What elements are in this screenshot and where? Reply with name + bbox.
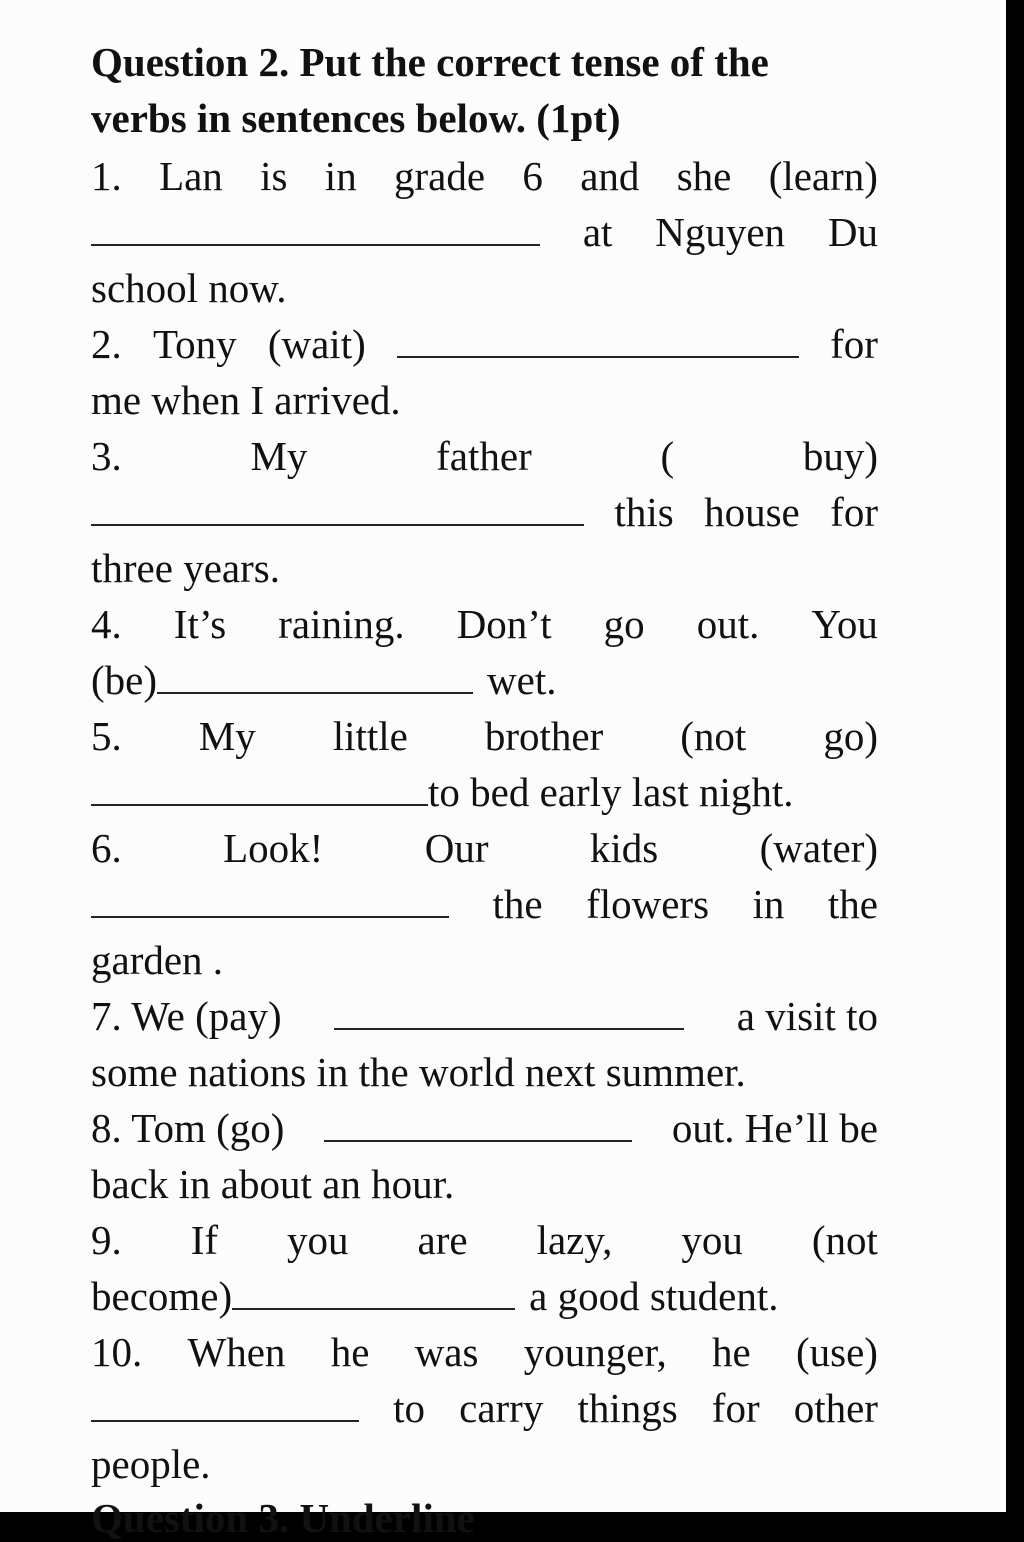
word: she xyxy=(676,153,732,199)
item-6-line-3: garden . xyxy=(91,937,224,983)
item-10 xyxy=(91,1324,878,1492)
answer-blank-7[interactable] xyxy=(334,990,684,1030)
word: in xyxy=(324,153,357,199)
answer-blank-2[interactable] xyxy=(397,318,799,358)
item-number: 6. xyxy=(91,825,122,871)
item-number: 4. xyxy=(91,601,122,647)
word: for xyxy=(830,321,878,367)
word: this xyxy=(614,489,674,535)
verb-hint: go) xyxy=(823,713,878,759)
right-edge-bar xyxy=(1006,0,1024,1512)
item-8-line-1 xyxy=(91,1100,878,1156)
verb-hint: (learn) xyxy=(768,153,878,199)
verb-hint: (not xyxy=(680,713,747,759)
item-number: 5. xyxy=(91,713,122,759)
word: My xyxy=(250,433,308,479)
word: out. He’ll be xyxy=(671,1105,878,1151)
item-1 xyxy=(91,148,878,316)
word: a visit to xyxy=(736,993,878,1039)
item-1-line-1 xyxy=(91,148,878,204)
answer-blank-10[interactable] xyxy=(91,1382,359,1422)
item-5 xyxy=(91,708,878,820)
word: Du xyxy=(827,209,878,255)
word: a good student. xyxy=(529,1273,779,1319)
item-3-line-2 xyxy=(91,484,878,540)
verb-hint: (use) xyxy=(795,1329,878,1375)
word: other xyxy=(793,1385,878,1431)
verb-hint: buy) xyxy=(802,433,878,479)
item-10-line-2 xyxy=(91,1380,878,1436)
word: is xyxy=(260,153,288,199)
word: Our xyxy=(424,825,489,871)
verb-hint: (wait) xyxy=(267,321,366,367)
word: the xyxy=(492,881,543,927)
answer-blank-3[interactable] xyxy=(91,486,584,526)
word: Nguyen xyxy=(655,209,786,255)
item-3-line-1 xyxy=(91,428,878,484)
word: Tony xyxy=(152,321,237,367)
word: carry xyxy=(459,1385,544,1431)
verb-hint: (be) xyxy=(91,657,158,703)
word: little xyxy=(332,713,408,759)
word: raining. xyxy=(278,601,405,647)
word: for xyxy=(711,1385,760,1431)
item-1-line-3: school now. xyxy=(91,265,287,311)
word: things xyxy=(577,1385,678,1431)
item-prompt: 8. Tom (go) xyxy=(91,1105,285,1151)
word: he xyxy=(712,1329,751,1375)
item-3 xyxy=(91,428,878,596)
item-8-line-2: back in about an hour. xyxy=(91,1161,455,1207)
item-6 xyxy=(91,820,878,988)
word: younger, xyxy=(523,1329,667,1375)
item-3-line-3: three years. xyxy=(91,545,280,591)
item-7-line-2: some nations in the world next summer. xyxy=(91,1049,746,1095)
word: grade xyxy=(394,153,486,199)
word: you xyxy=(681,1217,743,1263)
answer-blank-8[interactable] xyxy=(324,1102,632,1142)
word: lazy, xyxy=(536,1217,613,1263)
item-2 xyxy=(91,316,878,428)
word: kids xyxy=(589,825,659,871)
answer-blank-6[interactable] xyxy=(91,878,449,918)
item-9-line-1 xyxy=(91,1212,878,1268)
verb-hint: become) xyxy=(91,1273,233,1319)
word: to bed early last night. xyxy=(428,769,794,815)
item-number: 1. xyxy=(91,153,122,199)
word: you xyxy=(287,1217,349,1263)
word: to xyxy=(393,1385,426,1431)
word: When xyxy=(187,1329,286,1375)
verb-hint: (not xyxy=(811,1217,878,1263)
word: go xyxy=(603,601,645,647)
item-9 xyxy=(91,1212,878,1324)
word: at xyxy=(582,209,613,255)
heading-line-1: Question 2. Put the correct tense of the xyxy=(91,39,769,85)
answer-blank-5[interactable] xyxy=(91,766,428,806)
item-5-line-2 xyxy=(91,764,878,820)
word: ( xyxy=(660,433,675,479)
word: he xyxy=(330,1329,370,1375)
word: Lan xyxy=(159,153,223,199)
item-prompt: 7. We (pay) xyxy=(91,993,282,1039)
question-3-heading-cut: Question 3. Underline xyxy=(91,1495,475,1541)
item-2-line-2: me when I arrived. xyxy=(91,377,401,423)
item-9-line-2 xyxy=(91,1268,878,1324)
answer-blank-9[interactable] xyxy=(232,1270,515,1310)
item-6-line-1 xyxy=(91,820,878,876)
verb-hint: (water) xyxy=(759,825,878,871)
word: out. xyxy=(696,601,760,647)
heading-line-2: verbs in sentences below. (1pt) xyxy=(91,95,621,141)
item-4-line-2 xyxy=(91,652,878,708)
item-10-line-3: people. xyxy=(91,1441,211,1487)
word: Don’t xyxy=(456,601,552,647)
word: It’s xyxy=(173,601,227,647)
item-8 xyxy=(91,1100,878,1212)
word: in xyxy=(752,881,785,927)
word: Look! xyxy=(223,825,324,871)
item-7 xyxy=(91,988,878,1100)
item-5-line-1 xyxy=(91,708,878,764)
word: for xyxy=(830,489,878,535)
word: If xyxy=(190,1217,219,1263)
answer-blank-4[interactable] xyxy=(157,654,473,694)
word: father xyxy=(436,433,532,479)
item-1-line-2 xyxy=(91,204,878,260)
item-2-line-1 xyxy=(91,316,878,372)
item-6-line-2 xyxy=(91,876,878,932)
item-10-line-1 xyxy=(91,1324,878,1380)
word: was xyxy=(414,1329,479,1375)
question-2-heading xyxy=(91,34,878,146)
item-number: 2. xyxy=(91,321,122,367)
worksheet-content xyxy=(91,34,878,1492)
word: You xyxy=(811,601,878,647)
item-4-line-1 xyxy=(91,596,878,652)
word: wet. xyxy=(487,657,557,703)
item-number: 10. xyxy=(91,1329,143,1375)
word: house xyxy=(704,489,800,535)
word: the xyxy=(827,881,878,927)
word: and xyxy=(580,153,640,199)
word: brother xyxy=(484,713,604,759)
item-4 xyxy=(91,596,878,708)
answer-blank-1[interactable] xyxy=(91,206,540,246)
item-7-line-1 xyxy=(91,988,878,1044)
item-number: 3. xyxy=(91,433,122,479)
word: are xyxy=(417,1217,468,1263)
word: My xyxy=(198,713,256,759)
word: 6 xyxy=(522,153,543,199)
item-number: 9. xyxy=(91,1217,122,1263)
word: flowers xyxy=(586,881,710,927)
